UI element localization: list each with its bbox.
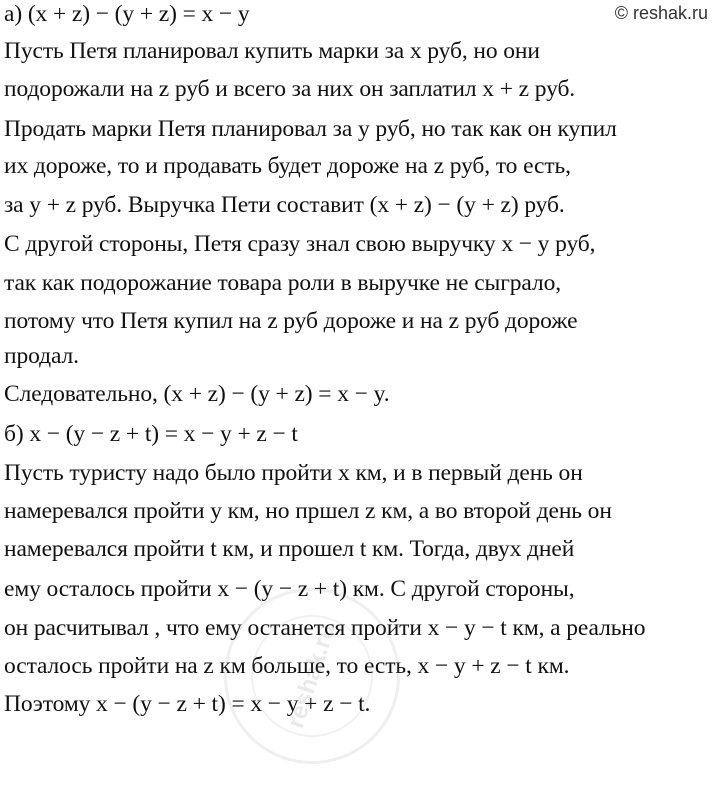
text-line: Поэтому x − (y − z + t) = x − y + z − t.: [4, 691, 371, 717]
text-line: Пусть туристу надо было пройти x км, и в первый день он: [4, 460, 583, 486]
text-line: осталось пройти на z км больше, то есть, x − y + z − t км.: [4, 653, 570, 679]
text-line: намеревался пройти y км, но пршел z км, а во второй день он: [4, 498, 612, 524]
text-line: он расчитывал , что ему останется пройти x − y − t км, а реально: [4, 615, 646, 641]
reshak-watermark: © reshak.ru: [614, 3, 708, 23]
text-line: Следовательно, (x + z) − (y + z) = x − y.: [4, 381, 390, 407]
text-line: намеревался пройти t км, и прошел t км. Тогда, двух дней: [4, 536, 575, 562]
text-line: Пусть Петя планировал купить марки за x руб, но они: [4, 38, 540, 64]
part-b-equation: б) x − (y − z + t) = x − y + z − t: [4, 421, 298, 447]
text-line: С другой стороны, Петя сразу знал свою выручку x − y руб,: [4, 231, 596, 257]
text-line: продал.: [4, 343, 79, 369]
text-line: их дороже, то и продавать будет дороже на z руб, то есть,: [4, 153, 571, 179]
text-line: так как подорожание товара роли в выручке не сыграло,: [4, 270, 561, 296]
part-a-equation: а) (x + z) − (y + z) = x − y: [4, 1, 250, 27]
text-line: ему осталось пройти x − (y − z + t) км. С другой стороны,: [4, 576, 575, 602]
seal-watermark-text: reshak.ru: [235, 599, 389, 753]
text-line: подорожали на z руб и всего за них он заплатил x + z руб.: [4, 76, 576, 102]
text-line: потому что Петя купил на z руб дороже и на z руб дороже: [4, 308, 578, 334]
text-line: Продать марки Петя планировал за y руб, но так как он купил: [4, 116, 617, 142]
text-line: за y + z руб. Выручка Пети составит (x + z) − (y + z) руб.: [4, 192, 565, 218]
